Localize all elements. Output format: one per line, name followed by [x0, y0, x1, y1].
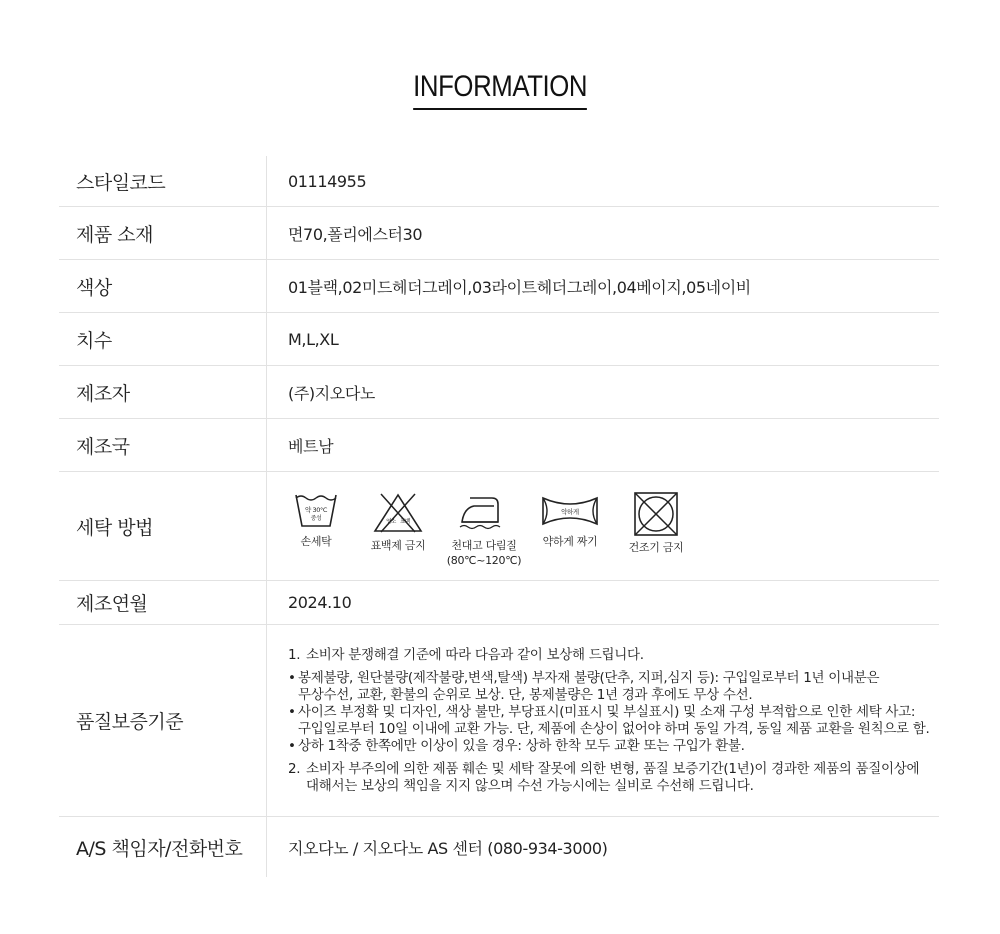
caption-iron: 천대고 다림질 [451, 539, 517, 552]
wash-item-no-bleach [355, 492, 441, 553]
quality-bullet-2 [288, 704, 930, 738]
quality-text [288, 647, 930, 795]
quality-para-1-num: 1. [288, 647, 301, 663]
wash-item-wring [527, 492, 613, 549]
no-bleach-text-left: 염소 [386, 519, 396, 525]
label-as: A/S 책임자/전화번호 [59, 817, 267, 877]
quality-para-2-num: 2. [288, 761, 301, 777]
caption-iron-temp: (80℃~120℃) [446, 554, 522, 567]
row-country [59, 419, 939, 472]
value-material: 면70,폴리에스터30 [288, 224, 423, 244]
row-color [59, 260, 939, 313]
quality-bullet-3: • 상하 1착중 한쪽에만 이상이 있을 경우: 상하 한착 모두 교환 또는 구입가 환불. [288, 738, 930, 755]
quality-bullet-1-line-2: 무상수선, 교환, 환불의 순위로 보상. 단, 봉제불량은 1년 경과 후에도 무상 수선. [298, 687, 753, 703]
value-manufacturer: (주)지오다노 [288, 383, 375, 403]
value-as: 지오다노 / 지오다노 AS 센터 (080-934-3000) [288, 838, 608, 858]
quality-bullet-1-line-1: • 봉제불량, 원단불량(제작불량,변색,탈색) 부자재 불량(단추, 지퍼,심지 등): 구입일로부터 1년 이내분은 [298, 670, 880, 686]
caption-no-dryer: 건조기 금지 [628, 541, 684, 554]
no-tumble-dry-icon [633, 492, 679, 536]
label-country: 제조국 [59, 419, 267, 471]
gentle-wring-icon [539, 492, 601, 530]
value-size: M,L,XL [288, 329, 339, 349]
iron-cloth-icon [454, 492, 514, 534]
quality-bullet-1 [288, 670, 930, 704]
row-manufacturer [59, 366, 939, 419]
row-as [59, 817, 939, 877]
quality-para-2 [288, 761, 930, 795]
quality-para-1-text: 소비자 분쟁해결 기준에 따라 다음과 같이 보상해 드립니다. [306, 647, 644, 663]
caption-hand-wash: 손세탁 [300, 535, 332, 548]
wash-item-no-dryer [613, 492, 699, 555]
quality-para-2-line-1: 소비자 부주의에 의한 제품 훼손 및 세탁 잘못에 의한 변형, 품질 보증기간(1년)이 경과한 제품의 품질이상에 [306, 761, 920, 777]
quality-bullet-2-line-2: 구입일로부터 10일 이내에 교환 가능. 단, 제품에 손상이 없어야 하며 동일 가격, 동일 제품 교환을 원칙으로 함. [298, 721, 930, 737]
wring-text: 약하게 [561, 508, 579, 516]
row-size [59, 313, 939, 366]
label-manufacturer: 제조자 [59, 366, 267, 418]
label-quality: 품질보증기준 [59, 625, 267, 816]
hand-wash-temp: 약 30°C [304, 506, 328, 514]
row-date [59, 581, 939, 625]
value-quality [267, 625, 939, 816]
caption-wring: 약하게 짜기 [542, 535, 598, 548]
row-style-code [59, 156, 939, 207]
hand-wash-neutral: 중성 [310, 515, 322, 522]
value-date: 2024.10 [288, 593, 352, 612]
quality-bullet-2-line-1: • 사이즈 부정확 및 디자인, 색상 불만, 부당표시(미표시 및 부실표시) 및 소재 구성 부적합으로 인한 세탁 사고: [298, 704, 916, 720]
label-color: 색상 [59, 260, 267, 312]
value-color: 01블랙,02미드헤더그레이,03라이트헤더그레이,04베이지,05네이비 [288, 277, 751, 297]
wash-item-iron [441, 492, 527, 568]
wash-icons [291, 492, 699, 568]
caption-no-bleach: 표백제 금지 [370, 539, 426, 552]
label-size: 치수 [59, 313, 267, 365]
no-bleach-icon [371, 492, 425, 534]
label-date: 제조연월 [59, 581, 267, 624]
row-washing [59, 472, 939, 581]
value-style-code: 01114955 [288, 171, 367, 191]
page-title-wrap [0, 70, 1000, 110]
row-quality [59, 625, 939, 817]
quality-para-1 [288, 647, 930, 664]
quality-para-2-line-2: 대해서는 보상의 책임을 지지 않으며 수선 가능시에는 실비로 수선해 드립니다. [306, 778, 754, 794]
value-washing [267, 472, 939, 580]
label-washing: 세탁 방법 [59, 472, 267, 580]
row-material [59, 207, 939, 260]
info-table [59, 156, 939, 877]
no-bleach-text-right: 표백 [400, 519, 410, 525]
label-style-code: 스타일코드 [59, 156, 267, 206]
hand-wash-30-icon [293, 492, 339, 530]
label-material: 제품 소재 [59, 207, 267, 259]
value-country: 베트남 [288, 436, 334, 456]
page-title: INFORMATION [413, 70, 587, 110]
quality-bullets [288, 670, 930, 755]
quality-para-2-text [306, 761, 919, 795]
wash-item-hand-wash [291, 492, 341, 549]
